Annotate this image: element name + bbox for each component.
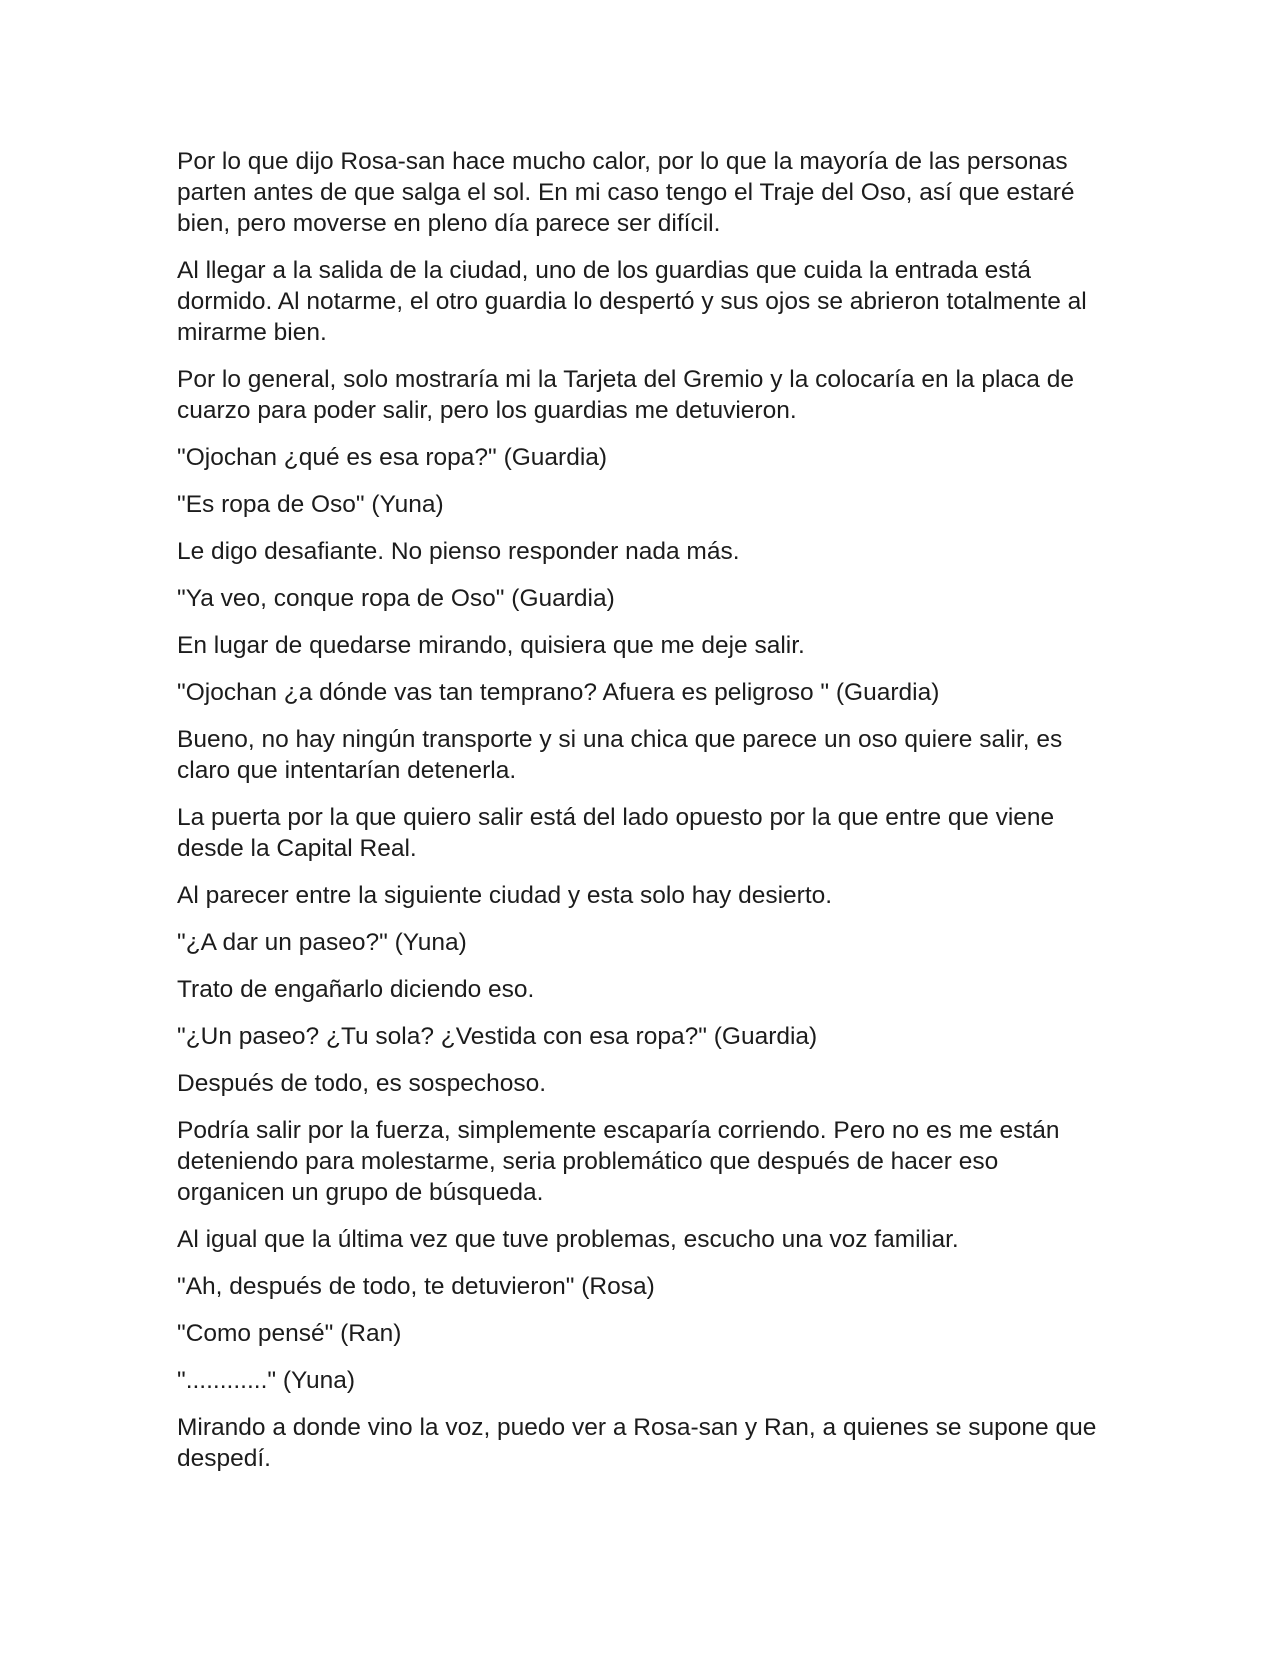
paragraph: Por lo general, solo mostraría mi la Tarjeta del Gremio y la colocaría en la placa de cuarzo para poder salir, pero los guardias me detuvieron. [177, 366, 1074, 424]
paragraph: Mirando a donde vino la voz, puedo ver a Rosa-san y Ran, a quienes se supone que despedí. [177, 1414, 1097, 1472]
paragraph: Al igual que la última vez que tuve problemas, escucho una voz familiar. [177, 1226, 959, 1253]
paragraph: Podría salir por la fuerza, simplemente escaparía corriendo. Pero no es me están deteniendo para molestarme, seria problemático que después de hacer eso organicen un grupo de búsqueda. [177, 1117, 1060, 1206]
paragraph: "............" (Yuna) [177, 1367, 356, 1394]
paragraph: "Ya veo, conque ropa de Oso" (Guardia) [177, 585, 615, 612]
paragraph: "Como pensé" (Ran) [177, 1320, 402, 1347]
paragraph: "¿A dar un paseo?" (Yuna) [177, 929, 467, 956]
paragraph: "Ojochan ¿qué es esa ropa?" (Guardia) [177, 444, 608, 471]
paragraph: Al llegar a la salida de la ciudad, uno de los guardias que cuida la entrada está dormido. Al notarme, el otro guardia lo despertó y sus ojos se abrieron totalmente al mirarme bien. [177, 257, 1087, 346]
paragraph: "¿Un paseo? ¿Tu sola? ¿Vestida con esa ropa?" (Guardia) [177, 1023, 818, 1050]
paragraph: Trato de engañarlo diciendo eso. [177, 976, 535, 1003]
document-body [177, 146, 1107, 1490]
paragraph: Bueno, no hay ningún transporte y si una chica que parece un oso quiere salir, es claro que intentarían detenerla. [177, 726, 1063, 784]
paragraph: Por lo que dijo Rosa-san hace mucho calor, por lo que la mayoría de las personas parten antes de que salga el sol. En mi caso tengo el Traje del Oso, así que estaré bien, pero moverse en pleno día parece ser difícil. [177, 148, 1075, 237]
paragraph: La puerta por la que quiero salir está del lado opuesto por la que entre que viene desde la Capital Real. [177, 804, 1055, 862]
paragraph: "Es ropa de Oso" (Yuna) [177, 491, 444, 518]
paragraph: En lugar de quedarse mirando, quisiera que me deje salir. [177, 632, 805, 659]
paragraph: Después de todo, es sospechoso. [177, 1070, 547, 1097]
paragraph: "Ojochan ¿a dónde vas tan temprano? Afuera es peligroso " (Guardia) [177, 679, 940, 706]
paragraph: Le digo desafiante. No pienso responder nada más. [177, 538, 740, 565]
paragraph: Al parecer entre la siguiente ciudad y esta solo hay desierto. [177, 882, 833, 909]
paragraph: "Ah, después de todo, te detuvieron" (Rosa) [177, 1273, 655, 1300]
